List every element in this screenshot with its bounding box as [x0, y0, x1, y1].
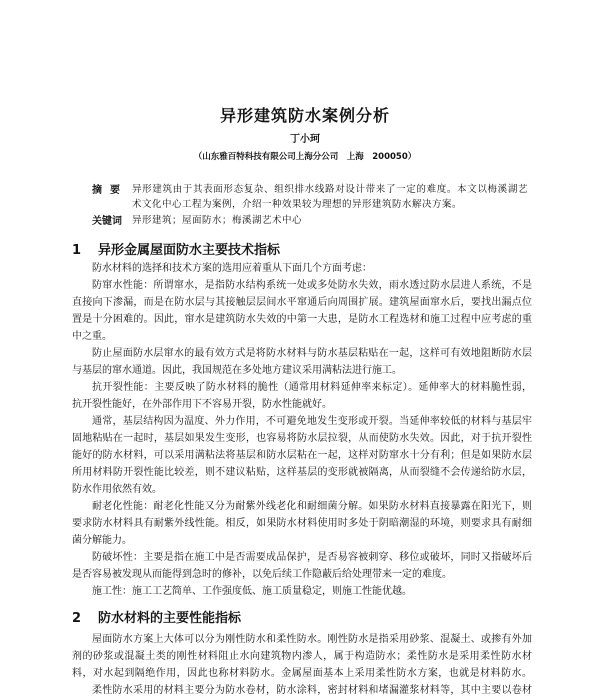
text-line: 剂的砂浆或混凝土类的刚性材料阻止水向建筑物内渗人，属于构造防水；柔性防水是采用柔性防水材 [72, 651, 532, 662]
text-line: 菌分解能力。 [72, 535, 132, 546]
text-line: 料，对水起到隔绝作用，因此也称材料防水。金属屋面基本上采用柔性防水方案，也就是材料防水。 [72, 668, 532, 679]
text-line: 直接向下渗漏，而是在防水层与其接触层层间水平窜通后向周围扩展。建筑屋面窜水后，要找出漏点位 [72, 297, 532, 308]
section-number: 2 [72, 611, 82, 626]
text-line: 能好的防水材料，可以采用满粘法将基层和防水层粘在一起，这样对防窜水十分有利；但是如果防水层 [72, 450, 532, 461]
keywords-label: 关键词 [92, 216, 122, 227]
text-line: 柔性防水采用的材料主要分为防水卷材，防水涂料，密封材料和堵漏灌浆材料等，其中主要以卷材 [92, 685, 532, 696]
section-title: 异形金属屋面防水主要技术指标 [98, 243, 281, 258]
abstract-label: 摘要 [92, 185, 128, 196]
text-line: 防水作用依然有效。 [72, 484, 162, 495]
author-name: 丁小珂 [290, 134, 320, 145]
section-title: 防水材料的主要性能指标 [98, 611, 242, 626]
section-2-body [72, 631, 532, 699]
text-line: 耐老化性能：耐老化性能又分为耐紫外线老化和耐细菌分解。如果防水材料直接暴露在阳光下，则 [92, 501, 532, 512]
text-line: 通常，基层结构因为温度、外力作用，不可避免地发生变形或开裂。当延伸率较低的材料与基层牢 [92, 416, 532, 427]
section-1-body [72, 260, 532, 600]
text-line: 所用材料防开裂性能比较差，则不建议粘贴，这样基层的变形就被隔离，从而裂缝不会传递给防水层， [72, 467, 532, 478]
paper-title: 异形建筑防水案例分析 [219, 106, 390, 125]
text-line: 防止屋面防水层窜水的最有效方式是将防水材料与防水基层粘贴在一起，这样可有效地阻断防水层 [92, 348, 532, 359]
section-heading-1 [72, 239, 280, 258]
section-heading-2 [72, 607, 241, 626]
text-line: 施工性：施工工艺简单、工作强度低、施工质量稳定，则施工性能优越。 [92, 586, 412, 597]
abstract-line: 异形建筑由于其表面形态复杂、组织排水线路对设计带来了一定的难度。本文以梅溪湖艺 [132, 184, 528, 195]
author-affiliation: （山东雅百特科技有限公司上海分公司 上海 200050） [193, 152, 417, 162]
keywords-text: 异形建筑；屋面防水；梅溪湖艺术中心 [132, 215, 303, 226]
text-line: 抗开裂性能好，在外部作用下不容易开裂，防水性能就好。 [72, 399, 332, 410]
text-line: 是否容易被发现从而能得到急时的修补，以免后续工作隐蔽后给处理带来一定的难度。 [72, 569, 452, 580]
text-line: 要求防水材料具有耐紫外线性能。相反，如果防水材料使用时多处于阴暗潮湿的环境，则要求具有耐细 [72, 518, 532, 529]
text-line: 抗开裂性能：主要反映了防水材料的脆性（通常用材料延伸率来标定）。延伸率大的材料脆性弱， [92, 382, 532, 393]
text-line: 防水材料的选择和技术方案的选用应着重从下面几个方面考虑： [92, 263, 372, 274]
text-line: 与基层的窜水通道。因此，我国规范在多处地方建议采用满粘法进行施工。 [72, 365, 402, 376]
text-line: 防窜水性能：所谓窜水，是指防水结构系统一处或多处防水失效，雨水透过防水层进人系统，不是 [92, 280, 532, 291]
section-number: 1 [72, 243, 82, 258]
text-line: 防破坏性：主要是指在施工中是否需要成品保护，是否易容被刺穿、移位或破坏，同时又指破坏后 [92, 552, 532, 563]
abstract-line: 术文化中心工程为案例，介绍一种效果较为理想的异形建筑防水解决方案。 [132, 199, 463, 210]
text-line: 固地粘贴在一起时，基层如果发生变形，也容易将防水层拉裂，从而使防水失效。因此，对于抗开裂性 [72, 433, 532, 444]
text-line: 置是十分困难的。因此，窜水是建筑防水失效的中第一大患，是防水工程选材和施工过程中应考虑的重 [72, 314, 532, 325]
text-line: 屋面防水方案上大体可以分为刚性防水和柔性防水。刚性防水是指采用砂浆、混凝土、或掺有外加 [92, 634, 532, 645]
text-line: 中之重。 [72, 331, 112, 342]
